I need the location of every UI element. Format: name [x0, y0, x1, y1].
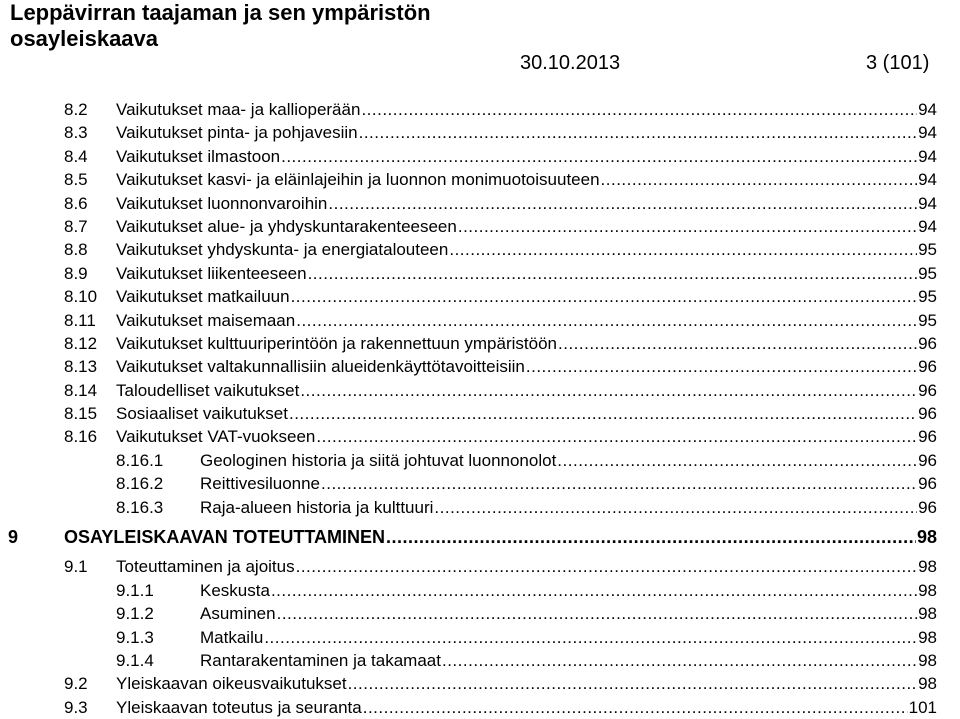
toc-entry-label: Vaikutukset maisemaan: [116, 310, 296, 330]
toc-entry: [116, 215, 937, 238]
toc-entry-page: 98: [918, 580, 937, 600]
toc-entry-page: 96: [918, 497, 937, 517]
toc-entry-row[interactable]: [0, 425, 960, 448]
toc-entry-number: 9.1.1: [116, 580, 154, 600]
toc-entry-number: 8.10: [64, 287, 98, 307]
toc-entry: [200, 472, 937, 495]
toc-entry-label: Vaikutukset maa- ja kallioperään: [116, 100, 361, 119]
toc-entry-row[interactable]: [0, 555, 960, 578]
toc-entry-row[interactable]: [0, 496, 960, 519]
toc-entry: [200, 579, 937, 602]
toc-entry-page: 101: [908, 697, 937, 717]
toc-entry-page: 94: [918, 146, 937, 166]
toc-entry-page: 98: [918, 627, 937, 647]
toc-entry-page: 94: [918, 123, 937, 143]
toc-entry-page: 94: [918, 216, 937, 236]
document-header-meta: [0, 50, 960, 76]
toc-dot-leader: [296, 309, 917, 332]
toc-entry-label: Yleiskaavan toteutus ja seuranta: [116, 697, 362, 717]
toc-entry-row[interactable]: [0, 168, 960, 191]
toc-entry: [116, 98, 937, 121]
toc-entry: [116, 262, 937, 285]
toc-dot-leader: [526, 355, 917, 378]
document-title-line-1: Leppävirran taajaman ja sen ympäristön: [10, 0, 431, 25]
toc-entry-number: 8.15: [64, 404, 98, 424]
toc-entry: [116, 121, 937, 144]
toc-entry-page: 98: [918, 650, 937, 670]
toc-entry-number: 9.1.2: [116, 604, 154, 624]
toc-entry-number: 8.12: [64, 333, 98, 353]
toc-entry-row[interactable]: [0, 262, 960, 285]
toc-entry: [116, 379, 937, 402]
toc-dot-leader: [348, 672, 918, 695]
toc-entry-page: 98: [918, 674, 937, 694]
toc-entry-label: Vaikutukset matkailuun: [116, 287, 290, 307]
toc-entry-number: 8.9: [64, 263, 88, 283]
toc-dot-leader: [449, 238, 917, 261]
toc-entry-label: Raja-alueen historia ja kulttuuri: [200, 497, 434, 517]
toc-entry-page: 94: [918, 100, 937, 119]
toc-entry-number: 8.5: [64, 170, 88, 190]
document-title-line-2: osayleiskaava: [10, 26, 159, 51]
toc-entry: [200, 649, 937, 672]
toc-entry-row[interactable]: [0, 285, 960, 308]
toc-entry-label: Vaikutukset yhdyskunta- ja energiatalouteen: [116, 240, 449, 260]
toc-entry: [116, 425, 937, 448]
toc-entry-page: 95: [918, 240, 937, 260]
toc-entry-row[interactable]: [0, 215, 960, 238]
toc-entry-row[interactable]: [0, 472, 960, 495]
toc-entry: [116, 555, 937, 578]
toc-entry-page: 96: [918, 427, 937, 447]
toc-group-section-9-1-sub: [0, 579, 960, 673]
toc-entry-number: 8.16.1: [116, 450, 164, 470]
document-page-number: 3 (101): [866, 52, 930, 74]
toc-entry-row[interactable]: [0, 332, 960, 355]
toc-entry-label: Vaikutukset ilmastoon: [116, 146, 281, 166]
toc-entry-number: 9.1.4: [116, 650, 154, 670]
toc-entry-page: 94: [918, 193, 937, 213]
toc-dot-leader: [291, 285, 918, 308]
toc-entry-label: Vaikutukset kasvi- ja eläinlajeihin ja luonnon monimuotoisuuteen: [116, 170, 600, 190]
toc-dot-leader: [359, 121, 917, 144]
toc-entry: [200, 496, 937, 519]
toc-dot-leader: [458, 215, 917, 238]
toc-entry-label: Keskusta: [200, 580, 270, 600]
toc-entry-row[interactable]: [0, 379, 960, 402]
toc-entry-row[interactable]: [0, 626, 960, 649]
toc-entry-number: 8.3: [64, 123, 88, 143]
toc-entry-row[interactable]: [0, 602, 960, 625]
toc-entry-row[interactable]: [0, 449, 960, 472]
toc-dot-leader: [308, 262, 918, 285]
toc-entry-number: 8.2: [64, 100, 88, 119]
toc-entry-row[interactable]: [0, 355, 960, 378]
toc-entry-row[interactable]: [0, 98, 960, 121]
toc-entry-page: 98: [918, 557, 937, 577]
toc-dot-leader: [300, 379, 917, 402]
toc-entry-label: Vaikutukset kulttuuriperintöön ja rakennettuun ympäristöön: [116, 333, 557, 353]
toc-entry-label: Vaikutukset VAT-vuokseen: [116, 427, 316, 447]
toc-chapter-number: 9: [8, 527, 19, 548]
toc-entry: [200, 449, 937, 472]
toc-entry-number: 8.13: [64, 357, 98, 377]
toc-entry-label: Reittivesiluonne: [200, 474, 321, 494]
toc-chapter-page: 98: [916, 527, 937, 548]
toc-entry-row[interactable]: [0, 672, 960, 695]
toc-dot-leader: [361, 98, 917, 121]
toc-dot-leader: [558, 332, 917, 355]
toc-chapter-label: OSAYLEISKAAVAN TOTEUTTAMINEN: [64, 527, 386, 548]
toc-entry-page: 96: [918, 404, 937, 424]
toc-entry-label: Geologinen historia ja siitä johtuvat luonnonolot: [200, 450, 557, 470]
toc-entry-page: 96: [918, 474, 937, 494]
toc-entry-row[interactable]: [0, 649, 960, 672]
toc-entry-label: Taloudelliset vaikutukset: [116, 380, 300, 400]
toc-entry-number: 9.1.3: [116, 627, 154, 647]
toc-entry-label: Toteuttaminen ja ajoitus: [116, 557, 295, 577]
toc-dot-leader: [328, 192, 917, 215]
table-of-contents: [0, 98, 960, 719]
toc-entry: [116, 192, 937, 215]
toc-entry-page: 96: [918, 380, 937, 400]
toc-dot-leader: [289, 402, 917, 425]
toc-group-section-8-16: [0, 449, 960, 519]
toc-entry: [200, 626, 937, 649]
toc-group-section-9-1: [0, 555, 960, 578]
toc-entry-number: 8.6: [64, 193, 88, 213]
toc-spacer: [0, 519, 960, 526]
toc-entry-label: Asuminen: [200, 604, 276, 624]
toc-dot-leader: [277, 602, 917, 625]
toc-entry-page: 95: [918, 263, 937, 283]
toc-entry-label: Vaikutukset alue- ja yhdyskuntarakenteeseen: [116, 216, 457, 236]
toc-entry-page: 95: [918, 310, 937, 330]
toc-dot-leader: [264, 626, 917, 649]
toc-dot-leader: [321, 472, 917, 495]
toc-entry-page: 95: [918, 287, 937, 307]
toc-entry-label: Rantarakentaminen ja takamaat: [200, 650, 441, 670]
toc-entry: [116, 309, 937, 332]
toc-entry-number: 8.7: [64, 216, 88, 236]
toc-entry-label: Vaikutukset liikenteeseen: [116, 263, 307, 283]
toc-entry-row[interactable]: [0, 192, 960, 215]
toc-entry-page: 96: [918, 357, 937, 377]
toc-dot-leader: [434, 496, 917, 519]
toc-entry-row[interactable]: [0, 121, 960, 144]
toc-entry-page: 98: [918, 604, 937, 624]
toc-entry: [200, 602, 937, 625]
toc-entry-row[interactable]: [0, 145, 960, 168]
toc-entry: [116, 672, 937, 695]
toc-dot-leader: [281, 145, 917, 168]
toc-entry-number: 8.16: [64, 427, 98, 447]
toc-entry-number: 8.16.2: [116, 474, 164, 494]
toc-entry: [116, 168, 937, 191]
toc-dot-leader: [557, 449, 917, 472]
toc-entry-label: Vaikutukset luonnonvaroihin: [116, 193, 328, 213]
toc-entry-page: 94: [918, 170, 937, 190]
toc-entry-label: Yleiskaavan oikeusvaikutukset: [116, 674, 347, 694]
toc-entry-page: 96: [918, 333, 937, 353]
toc-group-section-8: [0, 98, 960, 449]
toc-entry-label: Vaikutukset pinta- ja pohjavesiin: [116, 123, 358, 143]
toc-entry-number: 8.11: [64, 310, 96, 330]
toc-entry-row[interactable]: [0, 579, 960, 602]
toc-entry-row[interactable]: [0, 238, 960, 261]
toc-entry: [116, 402, 937, 425]
toc-entry: [116, 355, 937, 378]
toc-entry-number: 8.14: [64, 380, 98, 400]
document-title: [10, 0, 431, 52]
toc-entry-label: Sosiaaliset vaikutukset: [116, 404, 288, 424]
toc-entry-label: Matkailu: [200, 627, 264, 647]
toc-dot-leader: [601, 168, 918, 191]
toc-entry-row[interactable]: [0, 402, 960, 425]
toc-entry: [116, 238, 937, 261]
toc-entry-page: 96: [918, 450, 937, 470]
toc-chapter-entry: [64, 526, 937, 549]
toc-dot-leader: [386, 526, 916, 549]
toc-entry: [116, 145, 937, 168]
toc-entry-row[interactable]: [0, 309, 960, 332]
toc-entry: [116, 285, 937, 308]
toc-dot-leader: [296, 555, 917, 578]
toc-dot-leader: [271, 579, 917, 602]
toc-entry-number: 8.8: [64, 240, 88, 260]
toc-entry-label: Vaikutukset valtakunnallisiin alueidenkäyttötavoitteisiin: [116, 357, 525, 377]
toc-dot-leader: [316, 425, 917, 448]
toc-entry-number: 9.3: [64, 697, 88, 717]
toc-dot-leader: [442, 649, 917, 672]
toc-entry-number: 9.2: [64, 674, 88, 694]
toc-entry-number: 8.16.3: [116, 497, 164, 517]
toc-entry-number: 9.1: [64, 557, 88, 577]
toc-entry-number: 8.4: [64, 146, 88, 166]
toc-chapter-row[interactable]: [0, 526, 960, 549]
document-date: 30.10.2013: [520, 52, 621, 74]
toc-group-section-9-2: [0, 672, 960, 719]
toc-entry: [116, 332, 937, 355]
